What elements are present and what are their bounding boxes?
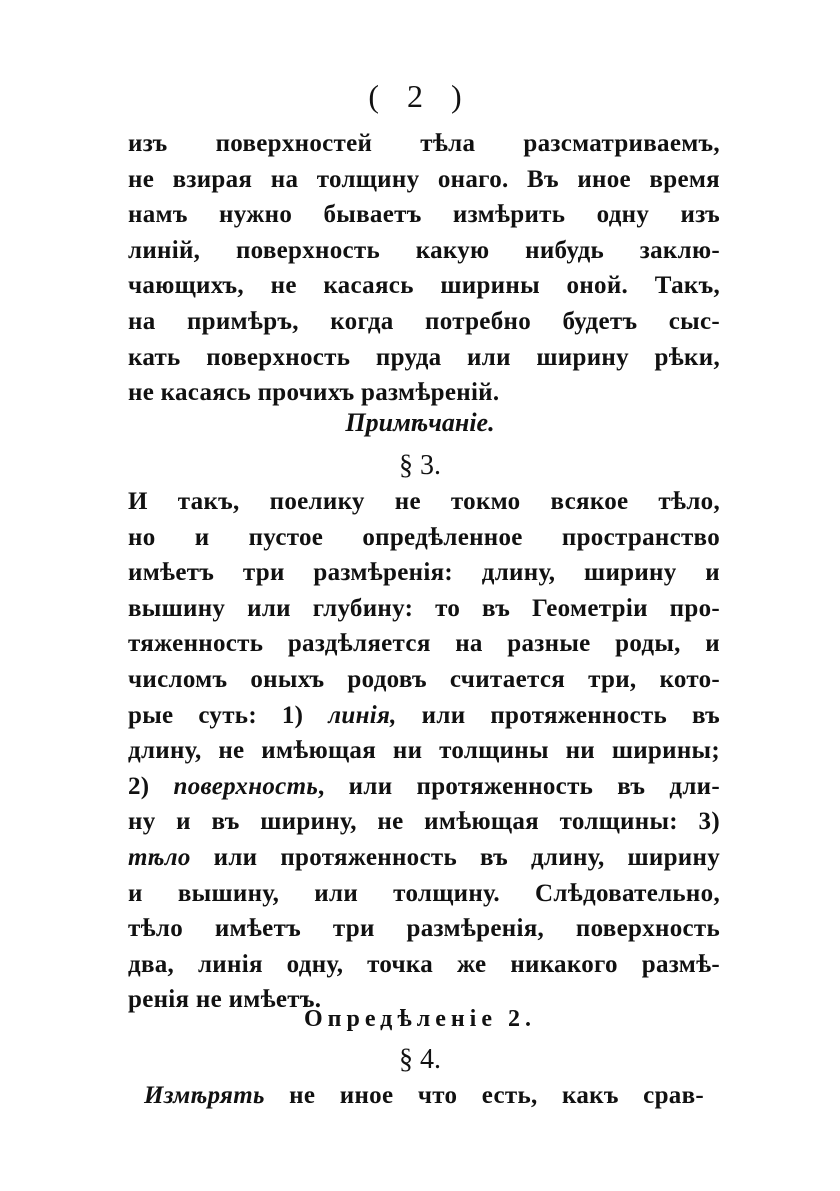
text-line: линій, поверхность какую нибудь заклю- [128, 236, 720, 264]
page-number: ( 2 ) [368, 78, 472, 114]
text-line: чающихъ, не касаясь ширины оной. Такъ, [128, 272, 720, 300]
section-4-mark: § 4. [399, 1044, 441, 1075]
text-line: тяженность раздѣляется на разные роды, и [128, 630, 720, 658]
text-span: или протяженность въ длину, ширину [190, 843, 720, 871]
text-span: 2) [128, 772, 174, 800]
text-line [128, 769, 720, 805]
paragraph-continuation [128, 126, 720, 411]
text-line: имѣетъ три размѣренія: длину, ширину и [128, 559, 720, 587]
text-line: кать поверхность пруда или ширину рѣки, [128, 343, 720, 371]
emphasis-term-line: линія, [328, 701, 397, 729]
text-line: тѣло имѣетъ три размѣренія, поверхность [128, 915, 720, 943]
definition-heading: Опредѣленіе 2. [304, 1006, 536, 1032]
text-line [144, 1078, 704, 1114]
emphasis-term-surface: поверхность [173, 772, 319, 800]
note-heading: Примѣчаніе. [345, 408, 495, 437]
text-line: не касаясь прочихъ размѣреній. [128, 379, 500, 407]
section-3-mark: § 3. [399, 450, 441, 481]
text-span: не иное что есть, какъ срав- [264, 1082, 704, 1109]
paragraph-section-3 [128, 484, 720, 1018]
text-line: ну и въ ширину, не имѣющая толщины: 3) [128, 808, 720, 836]
text-line: числомъ оныхъ родовъ считается три, кото- [128, 665, 720, 693]
text-line: И такъ, поелику не токмо всякое тѣло, [128, 488, 720, 515]
text-line: намъ нужно бываетъ измѣрить одну изъ [128, 201, 720, 229]
text-span: рые суть: 1) [128, 701, 329, 729]
text-line: не взирая на толщину онаго. Въ иное время [128, 165, 720, 193]
text-line: два, линія одну, точка же никакого размѣ- [128, 950, 720, 978]
emphasis-term-body: тѣло [128, 843, 191, 871]
text-line [128, 840, 720, 876]
text-line: вышину или глубину: то въ Геометріи про- [128, 594, 720, 622]
text-line: изъ поверхностей тѣла разсматриваемъ, [128, 130, 720, 157]
text-line [128, 698, 720, 734]
text-span: , или протяженность въ дли- [318, 772, 721, 800]
text-line: длину, не имѣющая ни толщины ни ширины; [128, 737, 720, 765]
text-line: но и пустое опредѣленное пространство [128, 523, 720, 551]
text-line: ренія не имѣетъ. [128, 986, 322, 1014]
emphasis-term-measure: Измѣрять [144, 1082, 265, 1109]
text-line: на примѣръ, когда потребно будетъ сыс- [128, 307, 720, 335]
text-line: и вышину, или толщину. Слѣдовательно, [128, 879, 720, 907]
text-span: или протяженность въ [396, 701, 720, 729]
